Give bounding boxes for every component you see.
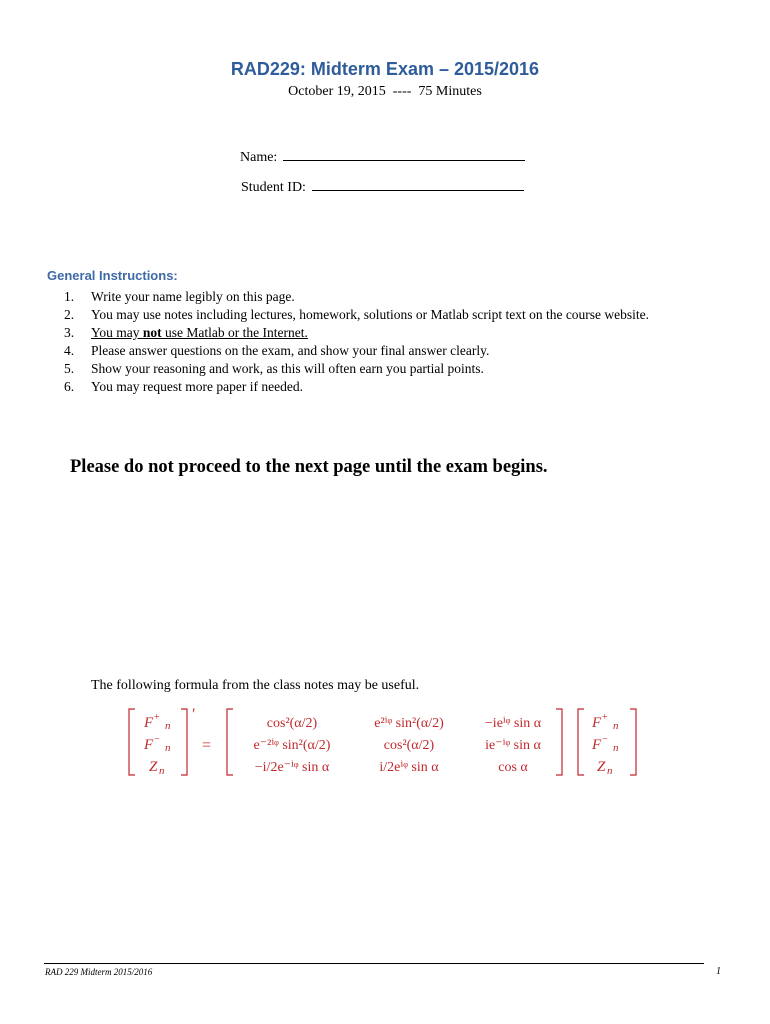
instruction-text-pre: You may bbox=[91, 325, 143, 340]
instruction-text: Write your name legibly on this page. bbox=[91, 289, 295, 304]
instruction-item bbox=[64, 324, 649, 342]
name-label: Name: bbox=[240, 150, 278, 165]
student-id-label: Student ID: bbox=[241, 180, 306, 195]
lhs-fminus-sup: − bbox=[154, 734, 160, 745]
page-number: 1 bbox=[716, 966, 721, 977]
matrix-cell-r3c1: −i/2e⁻ⁱᵠ sin α bbox=[254, 760, 330, 775]
name-field-row bbox=[240, 147, 525, 166]
footer-divider bbox=[44, 963, 704, 964]
instruction-text: Show your reasoning and work, as this will often earn you partial points. bbox=[91, 361, 484, 376]
footer-doc-label: RAD 229 Midterm 2015/2016 bbox=[45, 967, 153, 977]
instruction-text-post: use Matlab or the Internet. bbox=[161, 325, 308, 340]
rhs-fplus: F bbox=[592, 715, 602, 731]
instruction-item bbox=[64, 342, 649, 360]
matrix-cell-r1c3: −ieⁱᵠ sin α bbox=[484, 716, 542, 731]
equals-sign: = bbox=[202, 737, 212, 754]
lhs-left-bracket bbox=[129, 709, 135, 775]
matrix-cell-r3c2: i/2eⁱᵠ sin α bbox=[379, 760, 439, 775]
matrix-cell-r2c3: ie⁻ⁱᵠ sin α bbox=[485, 738, 541, 753]
matrix-cell-r1c1: cos²(α/2) bbox=[266, 716, 318, 731]
matrix-cell-r2c1: e⁻²ⁱᵠ sin²(α/2) bbox=[253, 738, 331, 753]
formula-svg bbox=[126, 707, 646, 781]
instruction-number: 4. bbox=[64, 343, 75, 358]
instruction-text: Please answer questions on the exam, and show your final answer clearly. bbox=[91, 343, 490, 358]
name-blank-line[interactable] bbox=[283, 147, 525, 161]
instruction-item bbox=[64, 360, 649, 378]
instruction-number: 6. bbox=[64, 379, 75, 394]
instruction-number: 1. bbox=[64, 289, 75, 304]
instruction-number: 2. bbox=[64, 307, 75, 322]
student-id-field-row bbox=[241, 177, 524, 196]
rhs-z: Z bbox=[597, 759, 606, 775]
lhs-fminus: F bbox=[144, 737, 154, 753]
instruction-number: 5. bbox=[64, 361, 75, 376]
lhs-z-sub: n bbox=[159, 765, 165, 777]
rhs-right-bracket bbox=[630, 709, 636, 775]
rhs-fminus-sub: n bbox=[613, 742, 619, 754]
lhs-right-bracket bbox=[181, 709, 187, 775]
lhs-fminus-sub: n bbox=[165, 742, 171, 754]
matrix-cell-r2c2: cos²(α/2) bbox=[383, 738, 435, 753]
rhs-fminus: F bbox=[592, 737, 602, 753]
lhs-fplus: F bbox=[144, 715, 154, 731]
rhs-left-bracket bbox=[578, 709, 584, 775]
rhs-fminus-sup: − bbox=[602, 734, 608, 745]
instruction-number: 3. bbox=[64, 325, 75, 340]
exam-subtitle: October 19, 2015 ---- 75 Minutes bbox=[288, 84, 482, 99]
rotation-formula bbox=[126, 707, 646, 781]
instruction-text bbox=[91, 325, 308, 340]
matrix-cell-r3c3: cos α bbox=[498, 760, 528, 775]
lhs-z: Z bbox=[149, 759, 158, 775]
exam-title: RAD229: Midterm Exam – 2015/2016 bbox=[230, 59, 540, 79]
lhs-fplus-sub: n bbox=[165, 720, 171, 732]
instruction-text: You may use notes including lectures, homework, solutions or Matlab script text on the course website. bbox=[91, 307, 650, 322]
matrix-right-bracket bbox=[556, 709, 562, 775]
formula-intro: The following formula from the class notes may be useful. bbox=[91, 678, 420, 693]
rhs-fplus-sup: + bbox=[602, 712, 608, 723]
rhs-z-sub: n bbox=[607, 765, 613, 777]
instructions-heading: General Instructions: bbox=[47, 268, 178, 283]
instruction-item bbox=[64, 288, 649, 306]
instruction-text: You may request more paper if needed. bbox=[91, 379, 303, 394]
student-id-blank-line[interactable] bbox=[312, 177, 524, 191]
instructions-list bbox=[64, 288, 649, 396]
matrix-left-bracket bbox=[227, 709, 233, 775]
matrix-cell-r1c2: e²ⁱᵠ sin²(α/2) bbox=[374, 716, 444, 731]
instruction-item bbox=[64, 378, 649, 396]
instruction-emphasis: not bbox=[142, 325, 162, 340]
lhs-fplus-sup: + bbox=[154, 712, 160, 723]
rhs-fplus-sub: n bbox=[613, 720, 619, 732]
prime-mark: ′ bbox=[192, 706, 196, 723]
instruction-item bbox=[64, 306, 649, 324]
do-not-proceed-warning: Please do not proceed to the next page until the exam begins. bbox=[70, 457, 548, 477]
